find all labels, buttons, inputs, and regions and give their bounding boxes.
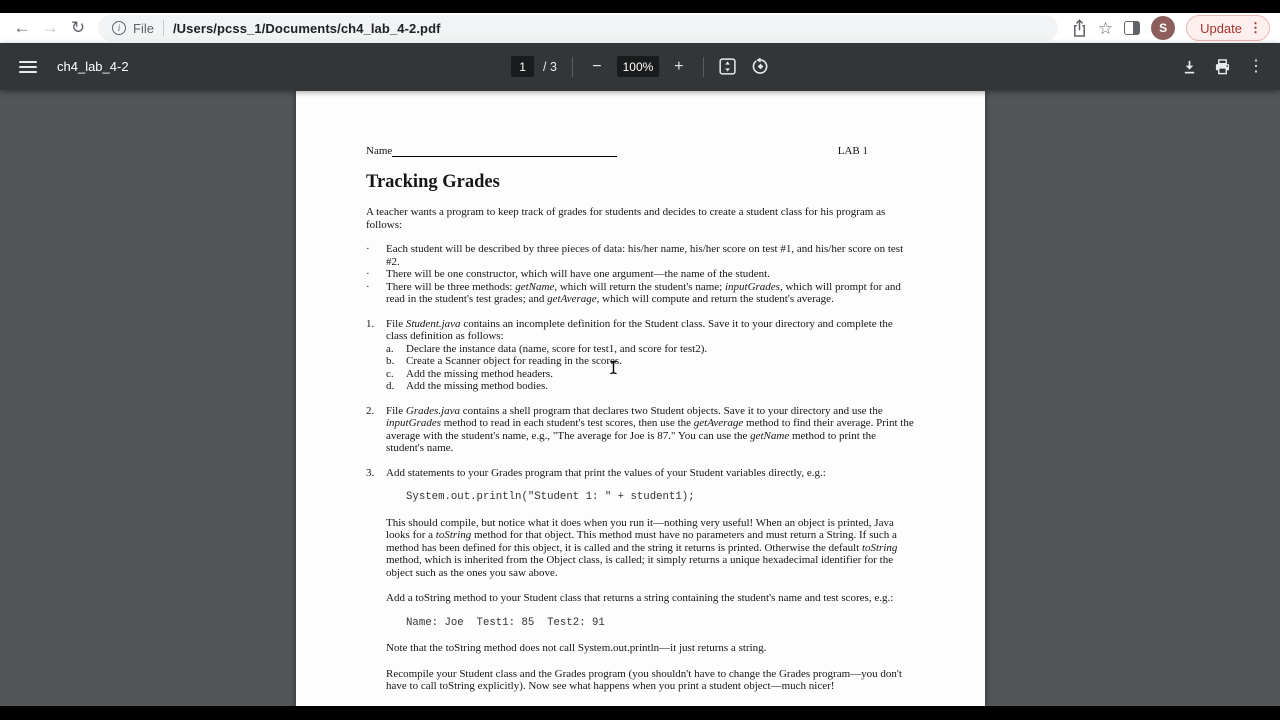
subitem-marker: a. bbox=[386, 342, 394, 355]
numbered-item-3 bbox=[366, 467, 915, 480]
add-tostring-paragraph: Add a toString method to your Student class that returns a string containing the student's name and test scores, e.g.: bbox=[386, 592, 894, 604]
name-blank-line bbox=[392, 145, 617, 157]
document-title: Tracking Grades bbox=[366, 172, 500, 192]
bullet-list bbox=[366, 243, 915, 306]
bullet-text: There will be one constructor, which will have one argument—the name of the student. bbox=[386, 268, 770, 280]
pdf-page bbox=[296, 91, 985, 706]
fit-page-icon[interactable] bbox=[719, 58, 736, 75]
url-path: /Users/pcss_1/Documents/ch4_lab_4-2.pdf bbox=[172, 20, 441, 36]
note-paragraph: Note that the toString method does not call System.out.println—it just returns a string. bbox=[386, 642, 767, 654]
page-number-input[interactable]: 1 bbox=[511, 56, 534, 77]
list-item bbox=[386, 355, 915, 368]
intro-paragraph: A teacher wants a program to keep track of grades for students and decides to create a student class for his program as follows: bbox=[366, 206, 886, 231]
forward-icon[interactable]: → bbox=[36, 15, 64, 41]
item-marker: 2. bbox=[366, 404, 375, 417]
bookmark-star-icon[interactable]: ☆ bbox=[1097, 18, 1114, 38]
numbered-item-1 bbox=[366, 318, 915, 393]
list-item bbox=[386, 343, 915, 356]
bullet-text: Each student will be described by three pieces of data: his/her name, his/her score on test #1, and his/her score on test #2. bbox=[386, 243, 904, 268]
update-button[interactable] bbox=[1186, 15, 1270, 41]
more-options-icon[interactable]: ⋮ bbox=[1248, 57, 1264, 75]
subitem-marker: d. bbox=[386, 380, 395, 392]
screen-top-letterbox bbox=[0, 0, 1280, 13]
bullet-marker: · bbox=[366, 268, 370, 280]
toolbar-divider bbox=[572, 57, 573, 77]
subitem-marker: b. bbox=[386, 355, 395, 367]
download-icon[interactable] bbox=[1182, 59, 1197, 75]
bullet-marker: · bbox=[366, 280, 370, 293]
zoom-out-icon[interactable]: − bbox=[588, 59, 606, 75]
bullet-text: There will be three methods: getName, which will return the student's name; inputGrades, which will prompt for and read in the student's test grades; and getAverage, which will compute and return the student's average. bbox=[386, 280, 901, 305]
zoom-in-icon[interactable]: + bbox=[670, 59, 688, 75]
sub-list bbox=[386, 343, 915, 393]
numbered-item-2 bbox=[366, 405, 915, 455]
toolbar-divider bbox=[703, 57, 704, 77]
url-scheme-label: File bbox=[133, 20, 154, 36]
code-snippet-output: Name: Joe Test1: 85 Test2: 91 bbox=[406, 616, 605, 629]
tostring-paragraph: This should compile, but notice what it does when you run it—nothing very useful! When an object is printed, Java looks for a toString method for that object. This method must have no parameters and must return a String. If such a method has been defined for this object, it is called and the string it returns is printed. Otherwise the default toString method, which is inherited from the Object class, is called; it simply returns a unique hexadecimal identifier for the object such as the ones you saw above. bbox=[386, 516, 898, 579]
url-divider bbox=[163, 20, 164, 36]
name-label: Name bbox=[366, 144, 393, 157]
side-panel-icon[interactable] bbox=[1124, 21, 1140, 35]
subitem-marker: c. bbox=[386, 367, 394, 380]
list-item bbox=[366, 268, 915, 281]
pdf-title: ch4_lab_4-2 bbox=[57, 59, 129, 74]
subitem-text: Create a Scanner object for reading in the scores. bbox=[406, 355, 622, 367]
subitem-text: Add the missing method bodies. bbox=[406, 380, 549, 392]
update-label: Update bbox=[1200, 20, 1242, 36]
recompile-paragraph: Recompile your Student class and the Grades program (you shouldn't have to change the Grades program—you don't have to call toString explicitly). Now see what happens when you print a student object—much nicer! bbox=[386, 667, 902, 692]
list-item bbox=[366, 281, 915, 306]
address-bar[interactable] bbox=[98, 15, 1058, 41]
item-text: File Grades.java contains a shell program that declares two Student objects. Save it to your directory and use the inputGrades method to read in each student's test scores, then use the getAverage method to find their average. Print the average with the student's name, e.g., "The average for Joe is 87." You can use the getName method to print the student's name. bbox=[386, 404, 914, 454]
update-menu-dots-icon: ⋮ bbox=[1249, 20, 1262, 35]
item-marker: 1. bbox=[366, 317, 375, 330]
zoom-level[interactable]: 100% bbox=[617, 56, 659, 77]
share-icon[interactable] bbox=[1072, 19, 1087, 38]
list-item bbox=[366, 243, 915, 268]
subitem-text: Declare the instance data (name, score for test1, and score for test2). bbox=[406, 342, 708, 355]
reload-icon[interactable]: ↻ bbox=[64, 15, 92, 41]
list-item bbox=[386, 368, 915, 381]
text-cursor bbox=[608, 360, 619, 380]
document-content bbox=[366, 143, 915, 693]
page-count-label: / 3 bbox=[543, 59, 557, 74]
list-item bbox=[386, 380, 915, 393]
pdf-toolbar bbox=[0, 43, 1280, 90]
toolbar-right-cluster bbox=[1072, 15, 1270, 41]
pdf-viewer-area[interactable] bbox=[0, 90, 1280, 706]
item-marker: 3. bbox=[366, 466, 375, 479]
subitem-text: Add the missing method headers. bbox=[406, 367, 553, 380]
item-text: Add statements to your Grades program that print the values of your Student variables directly, e.g.: bbox=[386, 466, 826, 479]
rotate-icon[interactable] bbox=[752, 58, 769, 75]
bullet-marker: · bbox=[366, 243, 370, 255]
browser-toolbar bbox=[0, 13, 1280, 43]
back-icon[interactable]: ← bbox=[8, 15, 36, 41]
item-text: File Student.java contains an incomplete definition for the Student class. Save it to your directory and complete the class definition as follows: bbox=[386, 317, 893, 342]
print-icon[interactable] bbox=[1214, 59, 1231, 75]
code-snippet-println: System.out.println("Student 1: " + student1); bbox=[406, 491, 695, 503]
info-icon[interactable]: i bbox=[112, 21, 126, 35]
lab-label: LAB 1 bbox=[837, 144, 868, 157]
profile-avatar[interactable]: S bbox=[1151, 16, 1175, 40]
name-row bbox=[366, 143, 915, 157]
menu-icon[interactable] bbox=[19, 61, 37, 73]
